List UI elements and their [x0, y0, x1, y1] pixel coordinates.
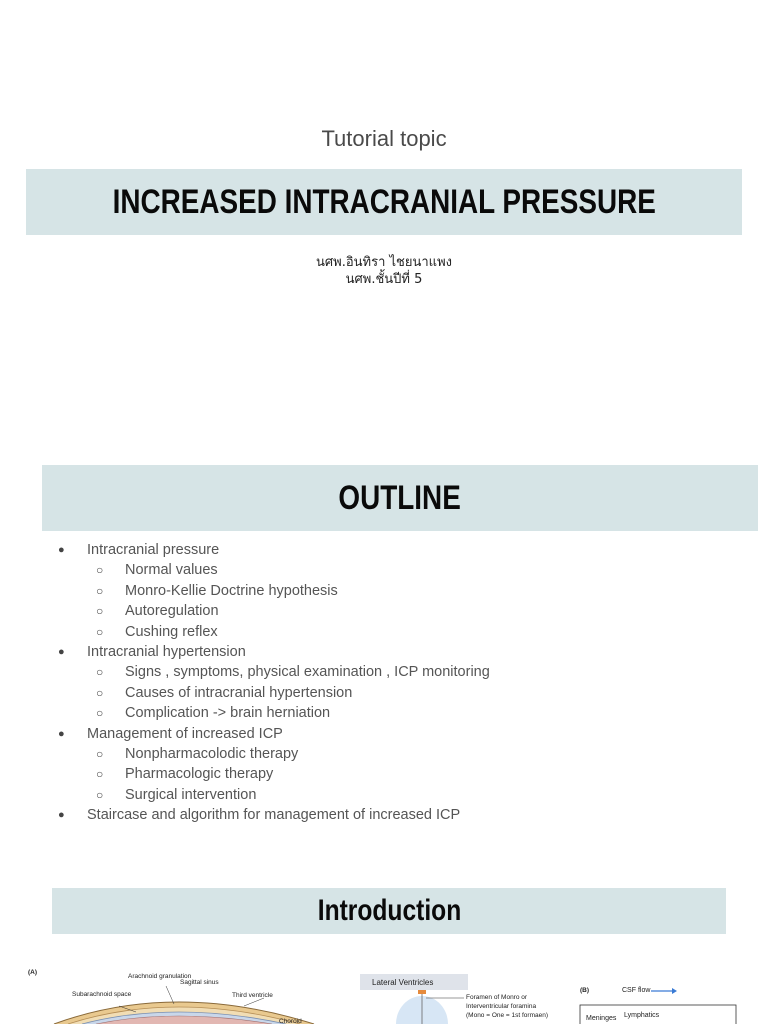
bullet-icon: ● — [58, 727, 65, 740]
tutorial-subtitle: Tutorial topic — [321, 126, 447, 151]
outline-item — [56, 642, 746, 662]
lateral-ventricles-label: Lateral Ventricles — [372, 978, 434, 987]
choroid-label: Choroid — [279, 1018, 302, 1024]
outline-banner — [42, 465, 758, 531]
author-name: นศพ.อินทิรา ไชยนาแพง — [316, 255, 452, 270]
outline-item — [56, 703, 746, 723]
bullet-icon: ● — [58, 645, 65, 658]
circle-bullet-icon: ○ — [96, 583, 104, 598]
introduction-banner — [52, 888, 726, 934]
outline-item — [56, 785, 746, 805]
page-title: INCREASED INTRACRANIAL PRESSURE — [112, 182, 656, 221]
circle-bullet-icon: ○ — [96, 706, 104, 721]
outline-item — [56, 683, 746, 703]
outline-item-text: Intracranial pressure — [87, 542, 220, 558]
circle-bullet-icon: ○ — [96, 563, 104, 578]
outline-item — [56, 540, 746, 560]
lymphatics-label: Lymphatics — [624, 1012, 660, 1019]
circle-bullet-icon: ○ — [96, 665, 104, 680]
meninges-label: Meninges — [586, 1015, 617, 1022]
outline-item-text: Monro-Kellie Doctrine hypothesis — [125, 582, 338, 599]
outline-item-text: Cushing reflex — [125, 623, 218, 640]
third-ventricle-label: Third ventricle — [232, 992, 273, 999]
outline-item — [56, 581, 746, 601]
outline-item — [56, 805, 746, 825]
arachnoid-granulation-label: Arachnoid granulation — [128, 973, 192, 980]
subarachnoid-space-label: Subarachnoid space — [72, 991, 132, 998]
introduction-heading: Introduction — [317, 894, 461, 927]
title-banner — [26, 169, 742, 235]
outline-item — [56, 601, 746, 621]
outline-item-text: Intracranial hypertension — [87, 643, 246, 660]
foramen-monro-label: Foramen of Monro or — [466, 994, 528, 1001]
author-block — [0, 254, 768, 288]
bullet-icon: ● — [58, 809, 65, 822]
outline-item-text: Surgical intervention — [125, 786, 257, 803]
outline-item-text: Nonpharmacolodic therapy — [125, 745, 299, 762]
circle-bullet-icon: ○ — [96, 787, 104, 802]
outline-item-text: Staircase and algorithm for management of increased ICP — [87, 807, 461, 824]
outline-item-text: Management of increased ICP — [87, 725, 283, 742]
sagittal-sinus-label: Sagittal sinus — [180, 979, 219, 986]
outline-item — [56, 724, 746, 744]
outline-item — [56, 764, 746, 784]
bullet-icon: ● — [58, 544, 65, 556]
interventricular-foramina-label: Interventricular foramina — [466, 1003, 537, 1010]
figure-b-panel-label: (B) — [580, 987, 590, 994]
outline-item — [56, 622, 746, 642]
outline-item-text: Autoregulation — [125, 603, 219, 620]
circle-bullet-icon: ○ — [96, 746, 104, 761]
circle-bullet-icon: ○ — [96, 624, 104, 639]
outline-list — [56, 540, 746, 825]
circle-bullet-icon: ○ — [96, 604, 104, 619]
outline-item — [56, 560, 746, 580]
outline-item-text: Complication -> brain herniation — [125, 705, 331, 722]
outline-item-text: Pharmacologic therapy — [125, 766, 274, 783]
csf-flow-label: CSF flow — [622, 987, 651, 994]
author-year: นศพ.ชั้นปีที่ 5 — [345, 272, 423, 287]
outline-item — [56, 662, 746, 682]
outline-item — [56, 744, 746, 764]
outline-item-text: Signs , symptoms, physical examination , ICP monitoring — [125, 664, 490, 681]
figure-a-panel-label: (A) — [28, 969, 38, 976]
introduction-figures — [24, 960, 744, 1024]
mono-one-label: (Mono = One = 1st formaen) — [466, 1012, 549, 1019]
outline-item-text: Normal values — [125, 562, 218, 579]
outline-heading: OUTLINE — [338, 478, 462, 517]
circle-bullet-icon: ○ — [96, 767, 104, 782]
outline-item-text: Causes of intracranial hypertension — [125, 684, 353, 701]
circle-bullet-icon: ○ — [96, 685, 104, 700]
